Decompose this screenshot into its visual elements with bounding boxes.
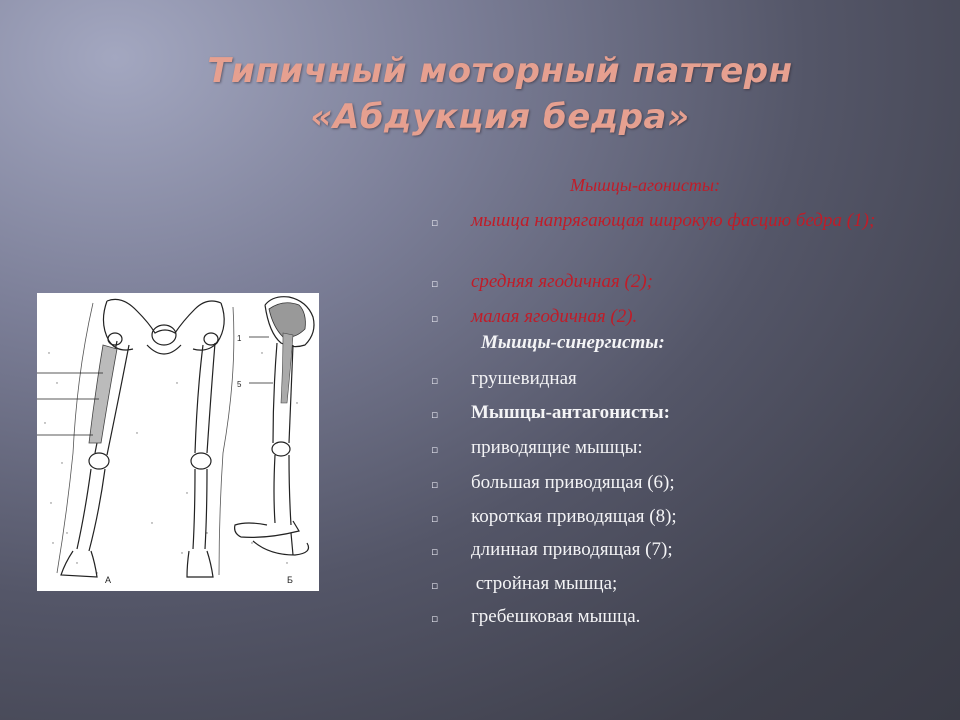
list-item-text: мышца напрягающая широкую фасцию бедра (1);: [471, 210, 876, 231]
leg-anatomy-illustration: [37, 293, 319, 591]
box-bullet-icon: ▫: [431, 374, 439, 387]
slide-title: [130, 48, 870, 140]
figure-marker-1: 1: [237, 334, 242, 343]
figure-label-a: А: [105, 575, 112, 585]
synergists-heading: Мышцы-синергисты:: [481, 332, 665, 353]
box-bullet-icon: ▫: [431, 443, 439, 456]
list-item-text: средняя ягодичная (2);: [471, 271, 654, 292]
list-item-text: гребешковая мышца.: [471, 606, 641, 627]
box-bullet-icon: ▫: [431, 579, 439, 592]
list-item-text: длинная приводящая (7);: [471, 539, 673, 560]
list-item-text: стройная мышца;: [471, 573, 618, 594]
box-bullet-icon: ▫: [431, 312, 439, 325]
anatomy-figure: [37, 293, 319, 591]
figure-label-b: Б: [287, 575, 293, 585]
box-bullet-icon: ▫: [431, 545, 439, 558]
title-line-2: «Абдукция бедра»: [310, 97, 690, 137]
box-bullet-icon: ▫: [431, 277, 439, 290]
list-item-text: большая приводящая (6);: [471, 472, 675, 493]
antagonists-heading: Мышцы-антагонисты:: [471, 402, 670, 423]
figure-marker-5: 5: [237, 380, 242, 389]
box-bullet-icon: ▫: [431, 408, 439, 421]
list-item-text: короткая приводящая (8);: [471, 506, 677, 527]
list-item-text: малая ягодичная (2).: [471, 306, 638, 327]
agonists-heading: Мышцы-агонисты:: [570, 175, 721, 195]
box-bullet-icon: ▫: [431, 512, 439, 525]
box-bullet-icon: ▫: [431, 612, 439, 625]
list-item-text: грушевидная: [471, 368, 577, 389]
list-item-text: приводящие мышцы:: [471, 437, 643, 458]
box-bullet-icon: ▫: [431, 478, 439, 491]
box-bullet-icon: ▫: [431, 216, 439, 229]
title-line-1: Типичный моторный паттерн: [207, 51, 793, 91]
